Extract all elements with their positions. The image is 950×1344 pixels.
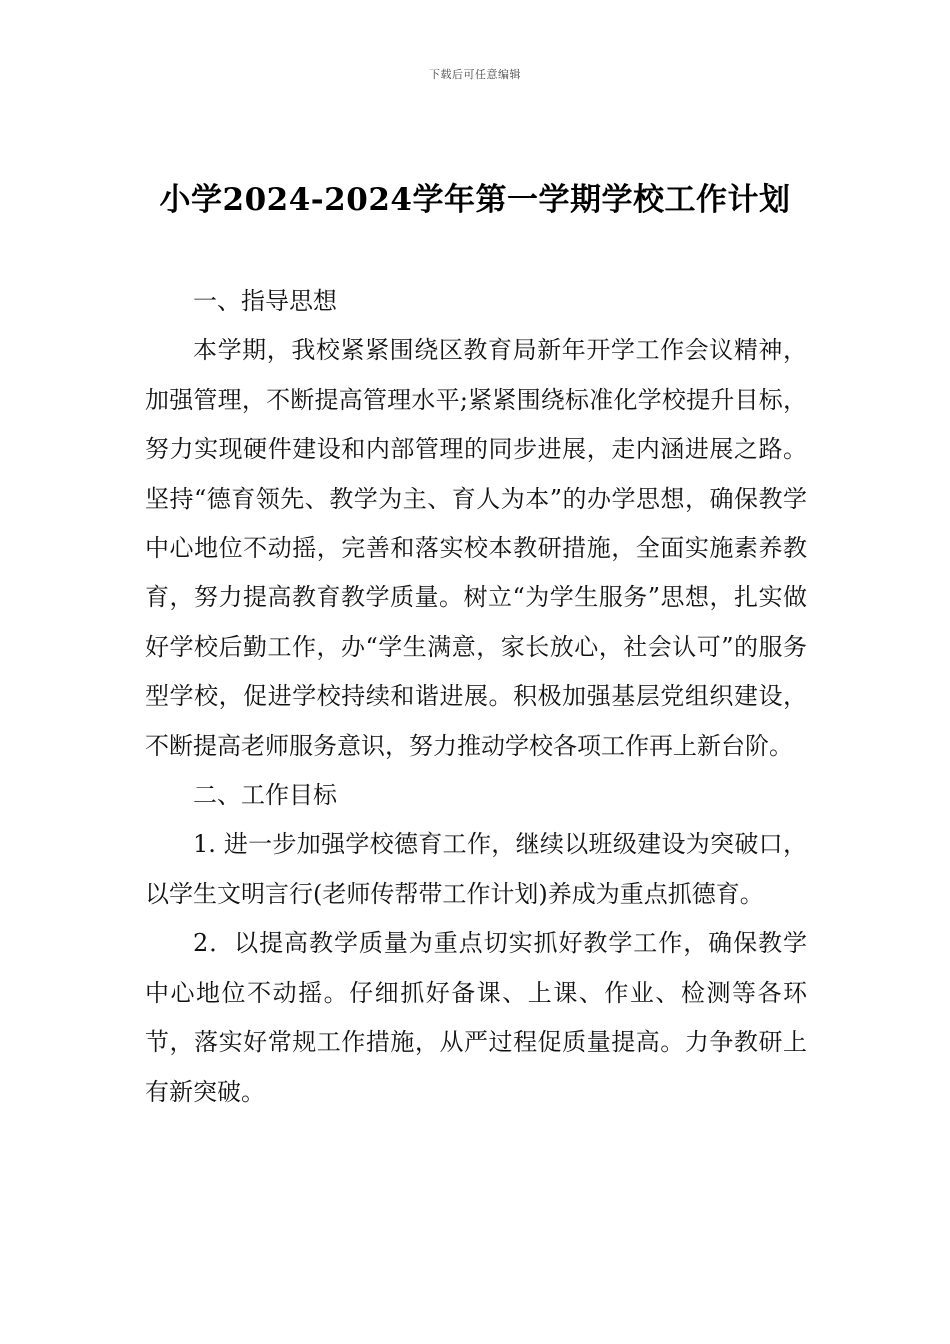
section-heading-work-goals: 二、工作目标: [193, 781, 337, 810]
paragraph-goal-2: 2．以提高教学质量为重点切实抓好教学工作，确保教学中心地位不动摇。仔细抓好备课、上课、作业、检测等各环节，落实好常规工作措施，从严过程促质量提高。力争教研上有新突破。: [145, 929, 807, 1106]
paragraph-guiding-ideology: 本学期，我校紧紧围绕区教育局新年开学工作会议精神，加强管理，不断提高管理水平;紧紧围绕标准化学校提升目标，努力实现硬件建设和内部管理的同步进展，走内涵进展之路。坚持“德育领先、教学为主、育人为本”的办学思想，确保教学中心地位不动摇，完善和落实校本教研措施，全面实施素养教育，努力提高教育教学质量。树立“为学生服务”思想，扎实做好学校后勤工作，办“学生满意，家长放心，社会认可”的服务型学校，促进学校持续和谐进展。积极加强基层党组织建设，不断提高老师服务意识，努力推动学校各项工作再上新台阶。: [145, 336, 807, 760]
paragraph-goal-1: 1. 进一步加强学校德育工作，继续以班级建设为突破口，以学生文明言行(老师传帮带工作计划)养成为重点抓德育。: [145, 830, 807, 908]
document-title: 小学2024-2024学年第一学期学校工作计划: [159, 182, 791, 218]
section-heading-guiding-ideology: 一、指导思想: [193, 287, 337, 315]
document-body: [145, 277, 807, 1117]
header-note: 下载后可任意编辑: [429, 68, 521, 81]
